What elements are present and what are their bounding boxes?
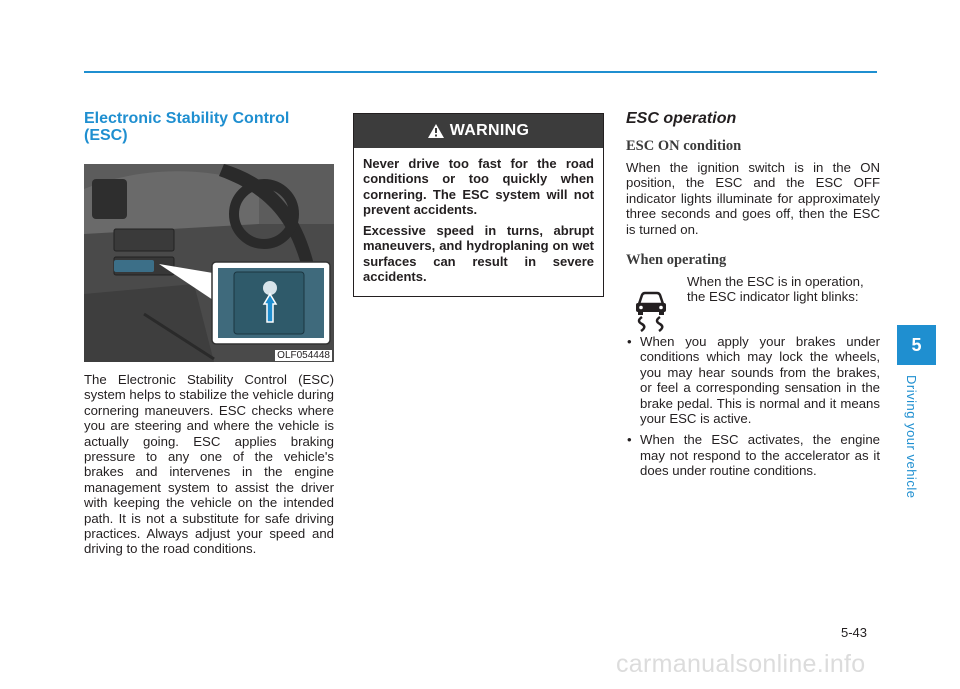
bullet-mark: • [627,432,632,448]
operation-heading: ESC operation [626,110,737,127]
chapter-tab: 5 [897,325,936,365]
list-item [626,334,880,426]
watermark: carmanualsonline.info [616,650,866,678]
operating-text: When the ESC is in operation, the ESC indicator light blinks: [687,274,864,305]
page-number: 5-43 [841,625,868,640]
list-item [626,432,880,478]
bullet-text: When you apply your brakes under conditions which may lock the wheels, you may hear sounds from the brakes, or feel a corresponding sensation in the brake pedal. This is normal and it means your ESC is active. [640,334,880,427]
warning-body [354,148,603,284]
warning-paragraph-1: Never drive too fast for the road conditions or too quickly when cornering. The ESC system will not prevent accidents. [363,156,594,217]
bullet-text: When the ESC activates, the engine may not respond to the accelerator as it does under routine conditions. [640,432,880,479]
warning-triangle-icon [428,124,444,138]
dashboard-figure [84,164,334,362]
esc-indicator-icon [626,286,676,332]
column-warning [353,110,606,297]
bullet-mark: • [627,334,632,350]
operation-bullets [626,334,880,479]
when-operating-heading: When operating [626,252,727,269]
esc-description: The Electronic Stability Control (ESC) system helps to stabilize the vehicle during cornering maneuvers. ESC checks where you are steering and where the vehicle is actually going. ESC applies braking pressure to any one of the vehicle's brakes and intervenes in the engine management system to assist the driver with keeping the vehicle on the intended path. It is not a substitute for safe driving practices. Always adjust your speed and driving to the road conditions. [84,372,334,557]
operating-block [626,274,880,328]
esc-on-heading: ESC ON condition [626,138,742,154]
warning-label: WARNING [449,122,530,139]
warning-header [354,114,603,148]
column-esc-intro [84,110,334,557]
section-title-line1: Electronic Stability Control [84,110,290,127]
chapter-label: Driving your vehicle [904,375,919,499]
esc-on-text: When the ignition switch is in the ON position, the ESC and the ESC OFF indicator lights illuminate for approximately three seconds and goes off, then the ESC is turned on. [626,160,880,237]
section-title-line2: (ESC) [84,127,128,144]
dashboard-illustration [84,164,334,362]
column-operation [626,110,880,485]
section-title [84,110,334,144]
figure-code: OLF054448 [277,350,330,361]
warning-paragraph-2: Excessive speed in turns, abrupt maneuvers, and hydroplaning on wet surfaces can result in severe accidents. [363,223,594,285]
warning-box [353,113,604,297]
header-rule [84,71,877,73]
